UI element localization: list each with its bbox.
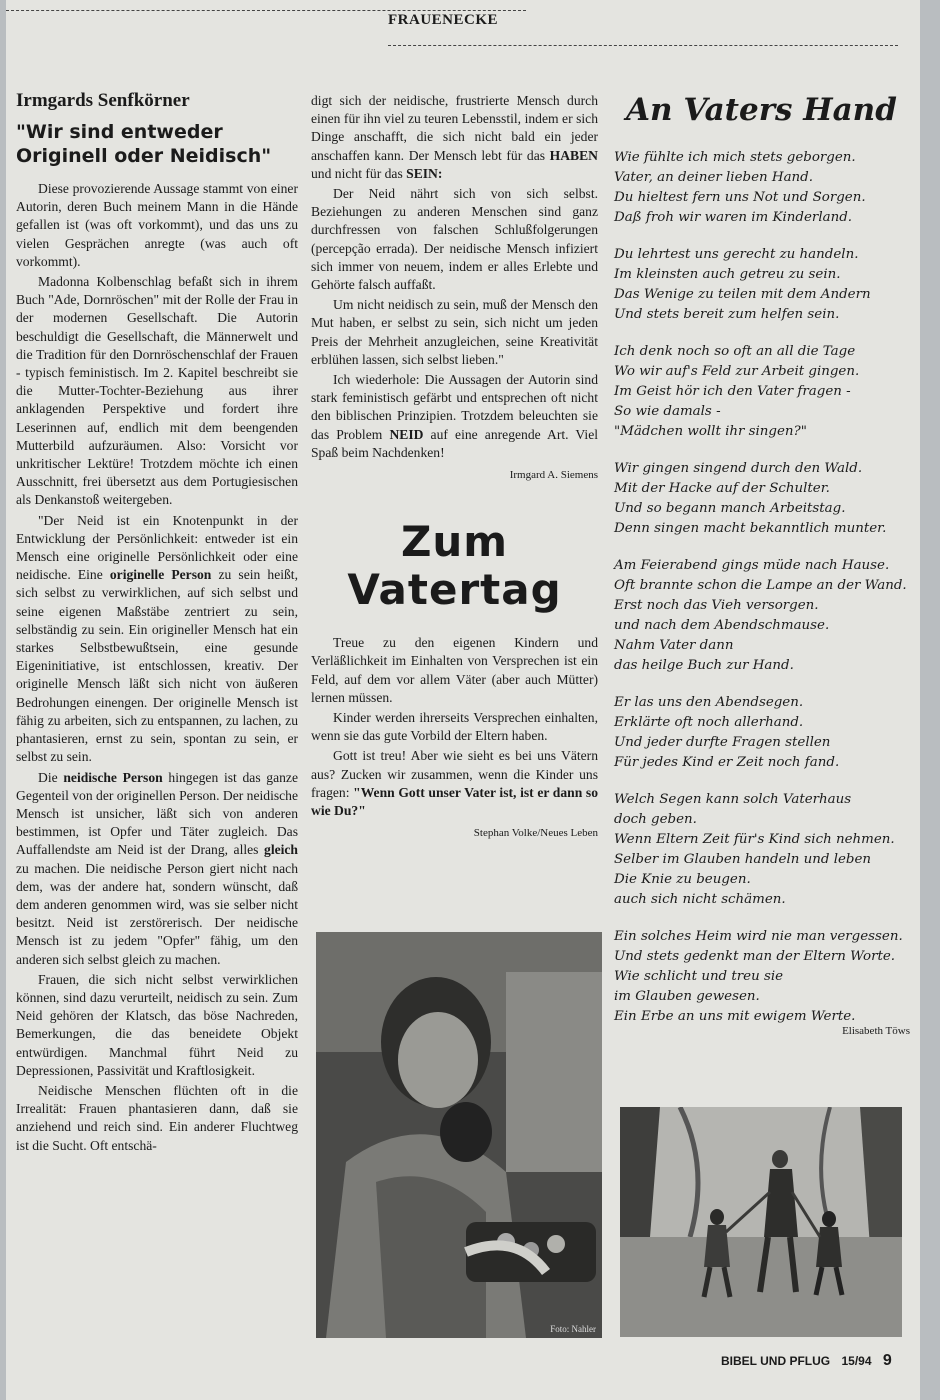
poem-line: doch geben. <box>614 812 697 827</box>
poem-line: Welch Segen kann solch Vaterhaus <box>614 792 852 807</box>
poem-line: Die Knie zu beugen. <box>614 872 751 887</box>
poem-line: Mit der Hacke auf der Schulter. <box>614 481 830 496</box>
article-title-line-1: "Wir sind entweder <box>16 121 223 143</box>
paragraph: Ich wiederhole: Die Aussagen der Autorin sind stark feministisch gefärbt und entsprechen oft nicht den biblischen Prinzipien. Trotzdem beleuchten sie das Problem NEID auf eine anregende Art. Viel Spaß beim Nachdenken! <box>311 372 599 460</box>
poem-line: Erst noch das Vieh versorgen. <box>614 598 819 613</box>
paragraph: Um nicht neidisch zu sein, muß der Mensch den Mut haben, er selbst zu sein, sich nicht um jeden Preis der Mehrheit anzugleichen, seine Kreativität erblühen lassen, sich selbst lieben." <box>311 297 598 367</box>
poem-line: Ein Erbe an uns mit ewigem Werte. <box>614 1009 856 1024</box>
poem-column <box>614 92 910 1040</box>
poem-line: Im kleinsten auch getreu zu sein. <box>614 267 841 282</box>
poem-line: Wenn Eltern Zeit für's Kind sich nehmen. <box>614 832 895 847</box>
issue-number: 15/94 <box>841 1354 872 1368</box>
poem-line: Selber im Glauben handeln und leben <box>614 852 872 867</box>
poem-line: "Mädchen wollt ihr singen?" <box>614 424 807 439</box>
author-signature: Stephan Volke/Neues Leben <box>473 827 598 840</box>
section-rule <box>388 45 898 46</box>
author-signature: Irmgard A. Siemens <box>509 469 598 482</box>
poem-line: auch sich nicht schämen. <box>614 892 786 907</box>
poem-line: Und jeder durfte Fragen stellen <box>614 735 831 750</box>
poem-stanza <box>614 693 910 773</box>
poem-line: im Glauben gewesen. <box>614 989 760 1004</box>
poem-line: Wie fühlte ich mich stets geborgen. <box>614 150 856 165</box>
poem-line: Oft brannte schon die Lampe an der Wand. <box>614 578 907 593</box>
photo-credit: Foto: Nahler <box>550 1324 596 1334</box>
poem-line: Und stets bereit zum helfen sein. <box>614 307 840 322</box>
poem-title: An Vaters Hand <box>626 92 897 128</box>
poem-line: Im Geist hör ich den Vater fragen - <box>614 384 851 399</box>
paragraph: "Der Neid ist ein Knotenpunkt in der Entwicklung der Persönlichkeit: entweder ist ein Mensch eine originelle Persönlichkeit oder eine neidische. Eine originelle Person zu sein heißt, sich selbst zu verwirklichen, auf sich selbst und seine eigenen Maßstäbe zentriert zu sein, selbständig zu sein. Ein origineller Mensch hat ein starkes Selbstbewußtsein, eine gesunde Eigeninitiative, ist entschlossen, kreativ. Der originelle Mensch läßt sich nicht von äußeren Bedrohungen einengen. Der originelle Mensch ist fähig zu arbeiten, sich zu entspannen, zu lachen, zu phantasieren, ernst zu sein, spontan zu sein, er selbst zu sein. <box>16 512 298 765</box>
paragraph: Diese provozierende Aussage stammt von einer Autorin, deren Buch meinem Mann in die Hände gefallen ist (was oft vorkommt), und das uns zu vielen Gesprächen anregte (was auch oft vorkommt). <box>16 181 298 269</box>
paragraph: Der Neid nährt sich von sich selbst. Beziehungen zu anderen Menschen sind ganz durchfressen von falschen Schlußfolgerungen (percepção errada). Der neidische Mensch infiziert sich immer von neuem, indem er alles Erlebte und Gehörte falsch auffaßt. <box>311 186 598 293</box>
poem-line: So wie damals - <box>614 404 721 419</box>
poem-line: Erklärte oft noch allerhand. <box>614 715 804 730</box>
poem-line: Wir gingen singend durch den Wald. <box>614 461 863 476</box>
poem-signature: Elisabeth Töws <box>842 1025 910 1037</box>
poem-stanza <box>614 790 910 910</box>
poem-stanza <box>614 245 910 325</box>
poem-line: Wie schlicht und treu sie <box>614 969 784 984</box>
page-footer <box>721 1352 892 1370</box>
poem-line: Und so begann manch Arbeitstag. <box>614 501 846 516</box>
paragraph: Gott ist treu! Aber wie sieht es bei uns Vätern aus? Zucken wir zusammen, wenn die Kinder uns fragen: "Wenn Gott unser Vater ist, ist er dann so wie Du?" <box>311 748 599 819</box>
poem-line: Das Wenige zu teilen mit dem Andern <box>614 287 871 302</box>
publication-name: BIBEL UND PFLUG <box>721 1354 831 1368</box>
poem-line: Ein solches Heim wird nie man vergessen. <box>614 929 903 944</box>
top-rule <box>6 10 526 11</box>
poem-line: Für jedes Kind er Zeit noch fand. <box>614 755 840 770</box>
poem-line: Du hieltest fern uns Not und Sorgen. <box>614 190 866 205</box>
poem-line: Wo wir auf's Feld zur Arbeit gingen. <box>614 364 860 379</box>
poem-line: und nach dem Abendschmause. <box>614 618 830 633</box>
poem-line: Du lehrtest uns gerecht zu handeln. <box>614 247 859 262</box>
poem-stanza <box>614 459 910 539</box>
poem-line: Nahm Vater dann <box>614 638 734 653</box>
poem-line: Ich denk noch so oft an all die Tage <box>614 344 856 359</box>
poem-stanza <box>614 927 910 1027</box>
paragraph: Madonna Kolbenschlag befaßt sich in ihrem Buch "Ade, Dornröschen" mit der Rolle der Frau in der modernen Gesellschaft. Die Autorin beschuldigt die Gesellschaft, die Männerwelt und die Tradition für den Dornröschenschlaf der Frauen - typisch feministisch. Im 2. Kapitel beschreibt sie die Mutter-Tochter-Beziehung aus ihrer anklagenden Perspektive und fordert ihre Leserinnen auf, endlich mit dem beengenden Mutterbild aufzuräumen. Also: Vorsicht vor unkritischer Lektüre! Trotzdem möchte ich einen Ausschnitt, frei übersetzt aus dem Portugiesischen als Denkanstoß weitergeben. <box>16 274 298 508</box>
poem-stanza <box>614 342 910 442</box>
paragraph: digt sich der neidische, frustrierte Mensch durch einen für ihn viel zu teuren Lebensstil, indem er sich Dinge anschafft, die sich nicht bald ein jeder anschaffen kann. Der Mensch lebt für das HABEN und nicht für das SEIN: <box>311 93 598 181</box>
poem-line: Und stets gedenkt man der Eltern Worte. <box>614 949 896 964</box>
paragraph: Frauen, die sich nicht selbst verwirklichen können, sind dazu verurteilt, neidisch zu sein. Zum Neid gehören der Klatsch, das böse Nachreden, Bemerkungen, die das beneidete Objekt entwürdigen. Manchmal führt Neid zu Depressionen, Passivität und Kraftlosigkeit. <box>16 971 298 1078</box>
vatertag-title: Zum Vatertag <box>347 517 562 615</box>
page <box>6 0 920 1400</box>
paragraph: Neidische Menschen flüchten oft in die Irrealität: Frauen phantasieren dann, daß sie anziehend und reich sind. Ein anderer Fluchtweg ist die Sucht. Oft entschä- <box>16 1082 298 1153</box>
poem-line: Am Feierabend gings müde nach Hause. <box>614 558 890 573</box>
poem-line: Vater, an deiner lieben Hand. <box>614 170 814 185</box>
poem-line: das heilge Buch zur Hand. <box>614 658 794 673</box>
father-children-walk-photo <box>620 1107 902 1337</box>
page-number: 9 <box>882 1352 892 1369</box>
father-child-kitchen-photo <box>316 932 602 1338</box>
poem-stanzas <box>614 148 910 1027</box>
poem-stanza <box>614 148 910 228</box>
article-heading: Irmgards Senfkörner <box>16 90 190 111</box>
poem-stanza <box>614 556 910 676</box>
paragraph: Treue zu den eigenen Kindern und Verläßlichkeit im Einhalten von Versprechen ist ein Feld, auf dem vor allem Väter (aber auch Mütter) lernen müssen. <box>311 635 598 705</box>
paragraph: Kinder werden ihrerseits Versprechen einhalten, wenn sie das gute Vorbild der Eltern haben. <box>311 710 598 744</box>
section-label: FRAUENECKE <box>388 12 499 28</box>
article-column-1 <box>16 90 298 1157</box>
poem-line: Denn singen macht bekanntlich munter. <box>614 521 887 536</box>
poem-line: Er las uns den Abendsegen. <box>614 695 804 710</box>
poem-line: Daß froh wir waren im Kinderland. <box>614 210 853 225</box>
article-title-line-2: Originell oder Neidisch" <box>16 145 272 167</box>
paragraph: Die neidische Person hingegen ist das ganze Gegenteil von der originellen Person. Der neidische Mensch ist unsicher, läßt sich von anderen bestimmen, ist Opfer und Täter zugleich. Das Auffallendste am Neid ist der Drang, alles gleich zu machen. Die neidische Person giert nicht nach dem, was der andere hat, sondern wünscht, daß dem anderen genommen wird, was sie selber nicht besitzt. Neid ist zerstörerisch. Der neidische Mensch ist zu jedem "Opfer" fähig, um den anderen sich selbst gleich zu machen. <box>16 769 299 967</box>
article-column-2 <box>311 92 598 843</box>
article-title <box>16 120 298 168</box>
